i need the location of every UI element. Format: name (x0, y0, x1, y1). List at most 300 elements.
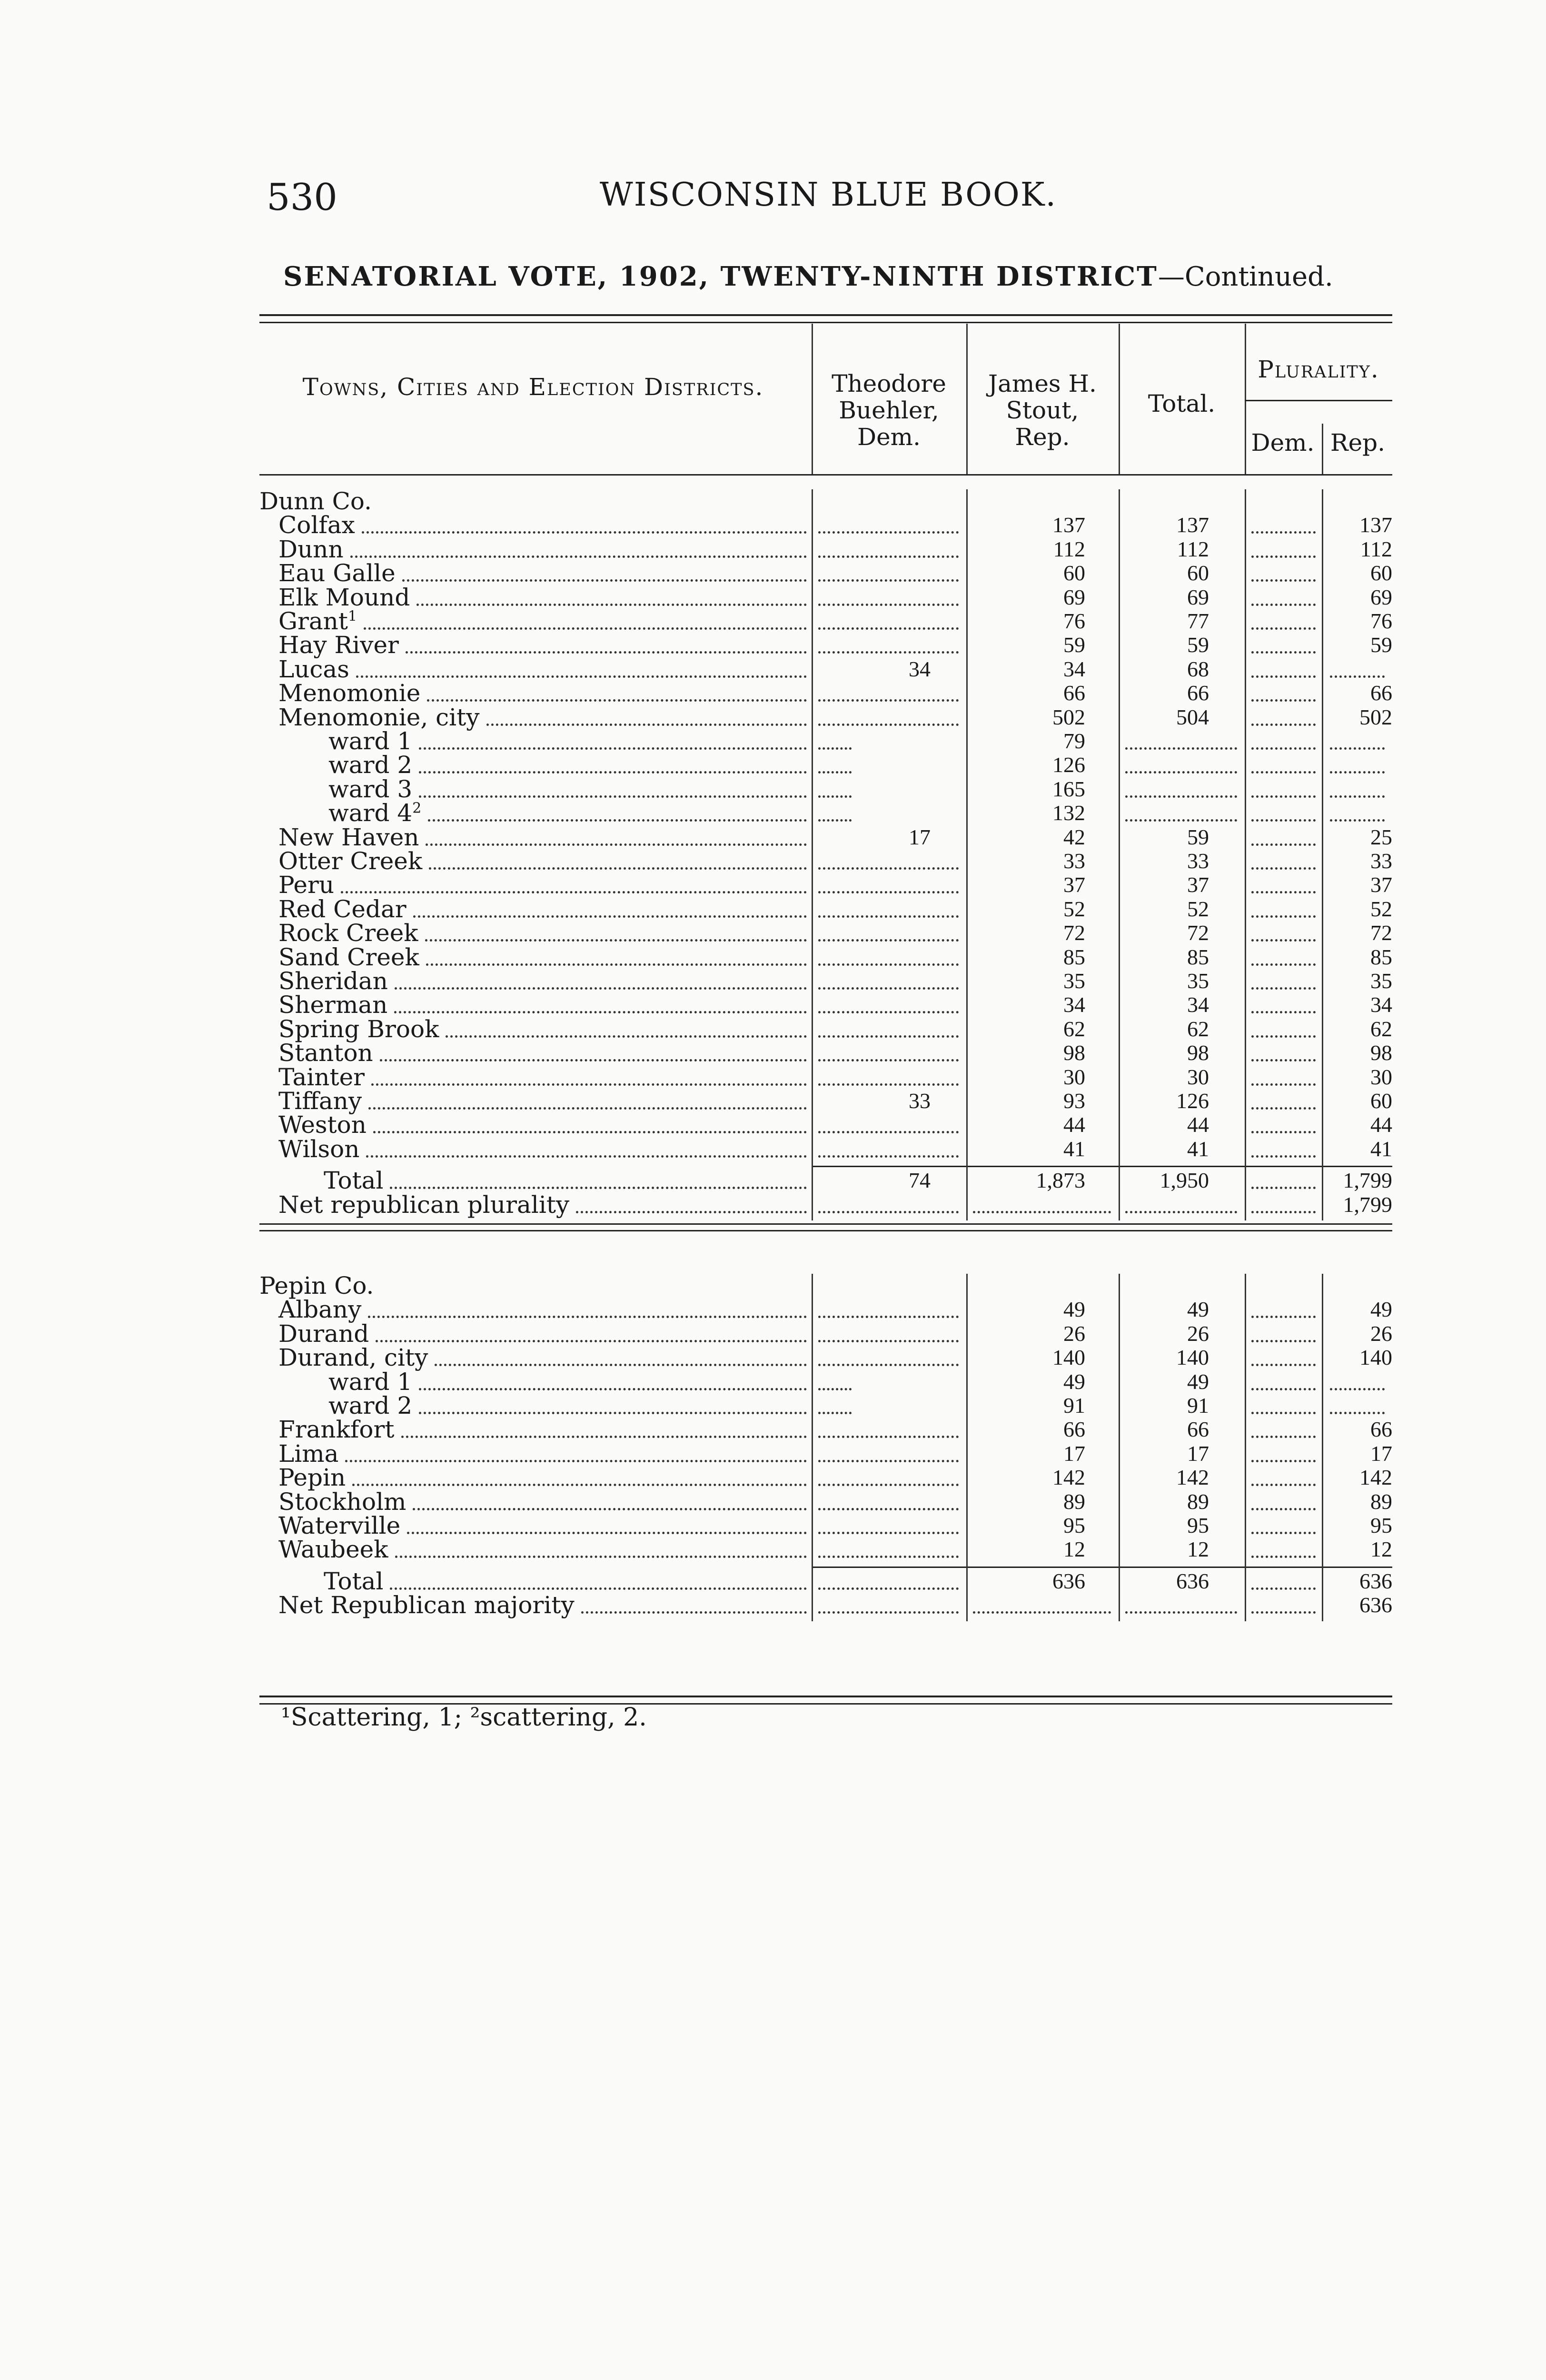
cell-total: 68 (1187, 656, 1209, 681)
empty-cell-dots (818, 867, 959, 870)
column-rule (1245, 489, 1246, 1220)
district-name: Stanton (278, 1039, 373, 1067)
cell-stout: 34 (1063, 656, 1085, 681)
empty-cell-dots (1251, 675, 1316, 678)
col-head-buehler-2: Buehler, (839, 397, 939, 424)
cell-rep: 33 (1370, 849, 1392, 873)
column-rule (812, 1274, 813, 1621)
leader-dots (352, 1484, 807, 1486)
table-row (259, 897, 1392, 921)
leader-dots (427, 699, 807, 702)
cell-stout: 35 (1063, 969, 1085, 993)
column-rule (812, 324, 813, 474)
district-name: Wilson (278, 1135, 360, 1163)
empty-cell-dots (1251, 915, 1316, 918)
table-row (259, 873, 1392, 897)
leader-dots (362, 531, 807, 534)
empty-cell-dots (1251, 724, 1316, 726)
cell-stout: 91 (1063, 1393, 1085, 1418)
column-rule (966, 324, 968, 474)
cell-stout: 112 (1053, 536, 1085, 561)
district-name: Frankfort (278, 1416, 395, 1444)
cell-stout: 93 (1063, 1089, 1085, 1113)
cell-total: 66 (1187, 681, 1209, 705)
district-name: Durand (278, 1319, 369, 1348)
empty-cell-dots (818, 771, 852, 774)
leader-dots (413, 1508, 807, 1510)
empty-cell-dots (818, 1211, 959, 1213)
empty-cell-dots (818, 1131, 959, 1133)
district-name: ward 1 (328, 727, 413, 755)
district-name: Tiffany (278, 1087, 362, 1115)
table-row (259, 537, 1392, 561)
empty-cell-dots (1251, 1587, 1316, 1590)
leader-dots (402, 579, 807, 582)
empty-cell-dots (1251, 651, 1316, 654)
county-name: Dunn Co. (259, 487, 372, 515)
leader-dots (406, 651, 807, 654)
column-rule (1119, 489, 1120, 1220)
header-bottom-rule (259, 474, 1392, 476)
leader-dots (366, 1155, 807, 1158)
leader-dots (373, 1131, 807, 1133)
footnote-marker: 2 (412, 800, 422, 817)
plurality-rule (1245, 400, 1392, 401)
table-title-continued: —Continued. (1158, 261, 1333, 292)
cell-rep: 35 (1370, 969, 1392, 993)
table-top-rule-2 (259, 322, 1392, 323)
table-row (259, 681, 1392, 705)
leader-dots (419, 771, 807, 774)
cell-stout: 85 (1063, 944, 1085, 969)
table-row (259, 1089, 1392, 1113)
table-title (283, 261, 1333, 292)
empty-cell-dots (818, 651, 959, 654)
table-row (259, 1296, 1392, 1324)
cell-rep: 98 (1370, 1041, 1392, 1065)
empty-cell-dots (818, 604, 959, 606)
empty-cell-dots (1330, 819, 1385, 822)
cell-rep: 72 (1370, 921, 1392, 945)
empty-cell-dots (818, 724, 959, 726)
empty-cell-dots (1251, 963, 1316, 966)
district-name: Tainter (278, 1063, 365, 1091)
cell-total: 112 (1177, 536, 1209, 561)
cell-rep: 59 (1370, 633, 1392, 657)
leader-dots (395, 1556, 807, 1558)
cell-rep: 12 (1370, 1537, 1392, 1562)
table-row (259, 1017, 1392, 1041)
empty-cell-dots (1251, 1484, 1316, 1486)
net-value: 1,799 (1343, 1192, 1392, 1217)
cell-rep: 140 (1359, 1345, 1392, 1370)
empty-cell-dots (1251, 1131, 1316, 1133)
cell-total: 12 (1187, 1537, 1209, 1562)
table-row (259, 1344, 1392, 1372)
table-row (259, 609, 1392, 633)
district-name: Sheridan (278, 967, 388, 995)
page-header (267, 176, 1390, 219)
cell-rep: 69 (1370, 585, 1392, 609)
table-title-main: SENATORIAL VOTE, 1902, TWENTY-NINTH DISTRICT (283, 261, 1158, 292)
district-name: Total (324, 1567, 384, 1595)
empty-cell-dots (818, 1011, 959, 1013)
cell-total: 142 (1176, 1465, 1209, 1490)
cell-total: 44 (1187, 1112, 1209, 1137)
column-rule (966, 489, 968, 1220)
cell-stout: 95 (1063, 1513, 1085, 1537)
leader-dots (426, 963, 807, 966)
district-name: Total (324, 1167, 384, 1195)
leader-dots (428, 819, 807, 822)
cell-total: 1,950 (1160, 1168, 1209, 1193)
cell-rep: 1,799 (1343, 1168, 1392, 1193)
page-number: 530 (267, 176, 337, 219)
cell-rep: 41 (1370, 1136, 1392, 1161)
county-heading (259, 489, 1392, 513)
district-name: Weston (278, 1111, 367, 1139)
empty-cell-dots (1251, 771, 1316, 774)
total-row (259, 1569, 1392, 1593)
empty-cell-dots (1330, 747, 1385, 750)
district-name: Net republican plurality (278, 1190, 570, 1219)
leader-dots (435, 1364, 807, 1366)
district-name: Waterville (278, 1512, 401, 1539)
empty-cell-dots (1251, 1460, 1316, 1462)
cell-rep: 142 (1359, 1465, 1392, 1490)
empty-cell-dots (1251, 1211, 1316, 1213)
district-name: Hay River (278, 631, 399, 659)
empty-cell-dots (1251, 531, 1316, 534)
cell-total: 49 (1187, 1297, 1209, 1322)
leader-dots (390, 1587, 807, 1590)
footnote: ¹Scattering, 1; ²scattering, 2. (281, 1703, 647, 1732)
cell-stout: 34 (1063, 992, 1085, 1017)
leader-dots (419, 795, 807, 798)
district-name: Elk Mound (278, 583, 410, 611)
col-head-buehler (812, 370, 966, 450)
leader-dots (390, 1187, 807, 1189)
empty-cell-dots (1251, 1083, 1316, 1086)
cell-stout: 62 (1063, 1016, 1085, 1041)
empty-cell-dots (1251, 867, 1316, 870)
empty-cell-dots (1125, 795, 1237, 798)
district-name: ward 2 (328, 751, 413, 779)
cell-stout: 17 (1063, 1441, 1085, 1466)
empty-cell-dots (1330, 1388, 1385, 1390)
cell-stout: 89 (1063, 1489, 1085, 1514)
empty-cell-dots (818, 1059, 959, 1061)
district-name: New Haven (278, 823, 419, 851)
leader-dots (419, 747, 807, 750)
empty-cell-dots (818, 1340, 959, 1342)
table-row (259, 801, 1392, 825)
district-name: Menomonie (278, 679, 421, 707)
cell-total: 89 (1187, 1489, 1209, 1514)
running-head: WISCONSIN BLUE BOOK. (599, 176, 1057, 214)
cell-total: 91 (1187, 1393, 1209, 1418)
cell-stout: 76 (1063, 609, 1085, 633)
leader-dots (486, 724, 807, 726)
cell-rep: 66 (1370, 1417, 1392, 1442)
empty-cell-dots (1251, 1556, 1316, 1558)
table-row (259, 657, 1392, 681)
cell-stout: 49 (1063, 1297, 1085, 1322)
cell-stout: 72 (1063, 921, 1085, 945)
empty-cell-dots (1251, 1532, 1316, 1534)
district-name: Spring Brook (278, 1015, 439, 1043)
cell-rep: 95 (1370, 1513, 1392, 1537)
leader-dots (429, 867, 807, 870)
empty-cell-dots (1251, 891, 1316, 893)
cell-stout: 59 (1063, 633, 1085, 657)
empty-cell-dots (1251, 1436, 1316, 1438)
cell-rep: 60 (1370, 1089, 1392, 1113)
cell-rep: 17 (1370, 1441, 1392, 1466)
leader-dots (576, 1211, 807, 1213)
vote-table (259, 314, 1392, 1706)
leader-dots (380, 1059, 807, 1061)
empty-cell-dots (1125, 819, 1237, 822)
leader-dots (356, 675, 807, 678)
district-name: ward 2 (328, 1392, 413, 1419)
cell-total: 72 (1187, 921, 1209, 945)
cell-total: 60 (1187, 561, 1209, 585)
empty-cell-dots (818, 627, 959, 630)
empty-cell-dots (1251, 627, 1316, 630)
empty-cell-dots (1251, 555, 1316, 558)
district-name: Rock Creek (278, 919, 418, 947)
leader-dots (419, 1388, 807, 1390)
leader-dots (368, 1107, 807, 1110)
leader-dots (413, 915, 807, 918)
footnote-marker: 1 (347, 608, 357, 625)
district-name: Red Cedar (278, 895, 406, 923)
column-rule (1322, 1274, 1323, 1621)
district-name: Waubeek (278, 1536, 388, 1564)
net-row (259, 1190, 1392, 1219)
col-head-stout-1: James H. (988, 370, 1097, 397)
cell-buehler: 33 (909, 1089, 931, 1113)
table-row (259, 825, 1392, 849)
col-head-stout (966, 370, 1119, 450)
empty-cell-dots (818, 795, 852, 798)
empty-cell-dots (818, 1388, 852, 1390)
district-name: Net Republican majority (278, 1591, 575, 1619)
district-name: Peru (278, 871, 335, 899)
cell-total: 66 (1187, 1417, 1209, 1442)
cell-rep: 26 (1370, 1321, 1392, 1346)
table-row (259, 1370, 1392, 1394)
table-row (259, 849, 1392, 873)
column-rule (1119, 324, 1120, 474)
empty-cell-dots (818, 1155, 959, 1158)
cell-rep: 37 (1370, 873, 1392, 897)
empty-cell-dots (1251, 1508, 1316, 1510)
cell-stout: 98 (1063, 1041, 1085, 1065)
leader-dots (446, 1035, 807, 1038)
column-rule (1245, 324, 1246, 474)
table-row (259, 1439, 1392, 1468)
empty-cell-dots (1125, 771, 1237, 774)
cell-total: 77 (1187, 609, 1209, 633)
cell-stout: 69 (1063, 585, 1085, 609)
total-row (259, 1167, 1392, 1195)
empty-cell-dots (818, 1484, 959, 1486)
empty-cell-dots (818, 1460, 959, 1462)
leader-dots (350, 555, 807, 558)
table-row (259, 921, 1392, 945)
cell-rep: 25 (1370, 824, 1392, 849)
empty-cell-dots (818, 747, 852, 750)
cell-total: 69 (1187, 585, 1209, 609)
cell-stout: 140 (1052, 1345, 1085, 1370)
cell-total: 37 (1187, 873, 1209, 897)
cell-rep: 112 (1360, 536, 1392, 561)
cell-stout: 42 (1063, 824, 1085, 849)
empty-cell-dots (1330, 795, 1385, 798)
district-name: ward 1 (328, 1368, 413, 1396)
empty-cell-dots (818, 939, 959, 942)
leader-dots (401, 1436, 807, 1438)
empty-cell-dots (818, 987, 959, 990)
cell-total: 636 (1176, 1568, 1209, 1593)
cell-stout: 126 (1052, 753, 1085, 777)
leader-dots (407, 1532, 807, 1534)
col-head-buehler-1: Theodore (832, 370, 946, 397)
col-head-stout-2: Stout, (1006, 397, 1079, 424)
table-row (259, 993, 1392, 1017)
cell-total: 59 (1187, 824, 1209, 849)
district-name: Eau Galle (278, 559, 396, 587)
col-head-dem: Dem. (1251, 429, 1315, 456)
table-row (259, 777, 1392, 801)
cell-stout: 636 (1052, 1568, 1085, 1593)
cell-total: 62 (1187, 1016, 1209, 1041)
empty-cell-dots (818, 699, 959, 702)
empty-cell-dots (818, 579, 959, 582)
empty-cell-dots (818, 531, 959, 534)
cell-stout: 37 (1063, 873, 1085, 897)
district-name: Grant$^1$ (278, 607, 357, 635)
section-rule-2 (259, 1230, 1392, 1231)
leader-dots (419, 1412, 807, 1414)
subtotal-rule (812, 1166, 1392, 1167)
empty-cell-dots (1330, 1412, 1385, 1414)
table-row (259, 1514, 1392, 1537)
empty-cell-dots (818, 1508, 959, 1510)
county-name: Pepin Co. (259, 1272, 374, 1299)
cell-rep: 60 (1370, 561, 1392, 585)
empty-cell-dots (818, 555, 959, 558)
empty-cell-dots (1125, 747, 1237, 750)
cell-total: 30 (1187, 1064, 1209, 1089)
empty-cell-dots (1251, 795, 1316, 798)
district-name: ward 3 (328, 775, 413, 803)
empty-cell-dots (818, 1611, 959, 1614)
cell-stout: 60 (1063, 561, 1085, 585)
cell-stout: 52 (1063, 896, 1085, 921)
cell-total: 95 (1187, 1513, 1209, 1537)
empty-cell-dots (818, 819, 852, 822)
cell-stout: 79 (1063, 729, 1085, 753)
cell-stout: 41 (1063, 1136, 1085, 1161)
col-head-total: Total. (1148, 390, 1216, 417)
district-name: ward $4^2$ (328, 799, 422, 827)
table-row (259, 1065, 1392, 1089)
empty-cell-dots (1125, 1611, 1237, 1614)
district-name: Durand, city (278, 1344, 428, 1372)
col-head-rep: Rep. (1330, 429, 1386, 456)
empty-cell-dots (1251, 1155, 1316, 1158)
cell-stout: 30 (1063, 1064, 1085, 1089)
empty-cell-dots (818, 1083, 959, 1086)
table-row (259, 945, 1392, 969)
empty-cell-dots (973, 1211, 1111, 1213)
empty-cell-dots (1251, 1059, 1316, 1061)
cell-buehler: 34 (909, 656, 931, 681)
cell-rep: 66 (1370, 681, 1392, 705)
table-row (259, 729, 1392, 753)
empty-cell-dots (1125, 1211, 1237, 1213)
leader-dots (416, 604, 807, 606)
column-rule (966, 1274, 968, 1621)
table-row (259, 1137, 1392, 1161)
table-row (259, 561, 1392, 585)
leader-dots (345, 1460, 807, 1462)
empty-cell-dots (818, 1532, 959, 1534)
empty-cell-dots (818, 1436, 959, 1438)
cell-total: 49 (1187, 1369, 1209, 1394)
empty-cell-dots (973, 1611, 1111, 1614)
cell-total: 33 (1187, 849, 1209, 873)
leader-dots (341, 891, 807, 893)
table-row (259, 1394, 1392, 1418)
cell-stout: 66 (1063, 681, 1085, 705)
col-head-plurality: Plurality. (1258, 356, 1379, 383)
column-rule (1322, 424, 1323, 474)
empty-cell-dots (818, 963, 959, 966)
cell-total: 126 (1176, 1089, 1209, 1113)
net-value: 636 (1359, 1593, 1392, 1617)
empty-cell-dots (1330, 675, 1385, 678)
district-name: Sand Creek (278, 943, 419, 971)
table-bottom-rule (259, 1696, 1392, 1697)
cell-stout: 137 (1052, 513, 1085, 537)
district-name: Pepin (278, 1464, 346, 1492)
table-row (259, 513, 1392, 537)
cell-rep: 137 (1359, 513, 1392, 537)
leader-dots (371, 1083, 807, 1086)
empty-cell-dots (1251, 604, 1316, 606)
table-row (259, 1490, 1392, 1514)
leader-dots (581, 1611, 807, 1614)
empty-cell-dots (1251, 699, 1316, 702)
cell-rep: 62 (1370, 1016, 1392, 1041)
table-row (259, 1416, 1392, 1444)
district-name: Sherman (278, 991, 388, 1019)
empty-cell-dots (1251, 1107, 1316, 1110)
empty-cell-dots (1251, 1035, 1316, 1038)
cell-rep: 76 (1370, 609, 1392, 633)
cell-rep: 85 (1370, 944, 1392, 969)
cell-rep: 52 (1370, 896, 1392, 921)
leader-dots (376, 1340, 807, 1342)
col-head-stout-3: Rep. (1015, 423, 1070, 451)
cell-stout: 132 (1052, 801, 1085, 825)
table-row (259, 1536, 1392, 1564)
district-name: Colfax (278, 511, 355, 539)
